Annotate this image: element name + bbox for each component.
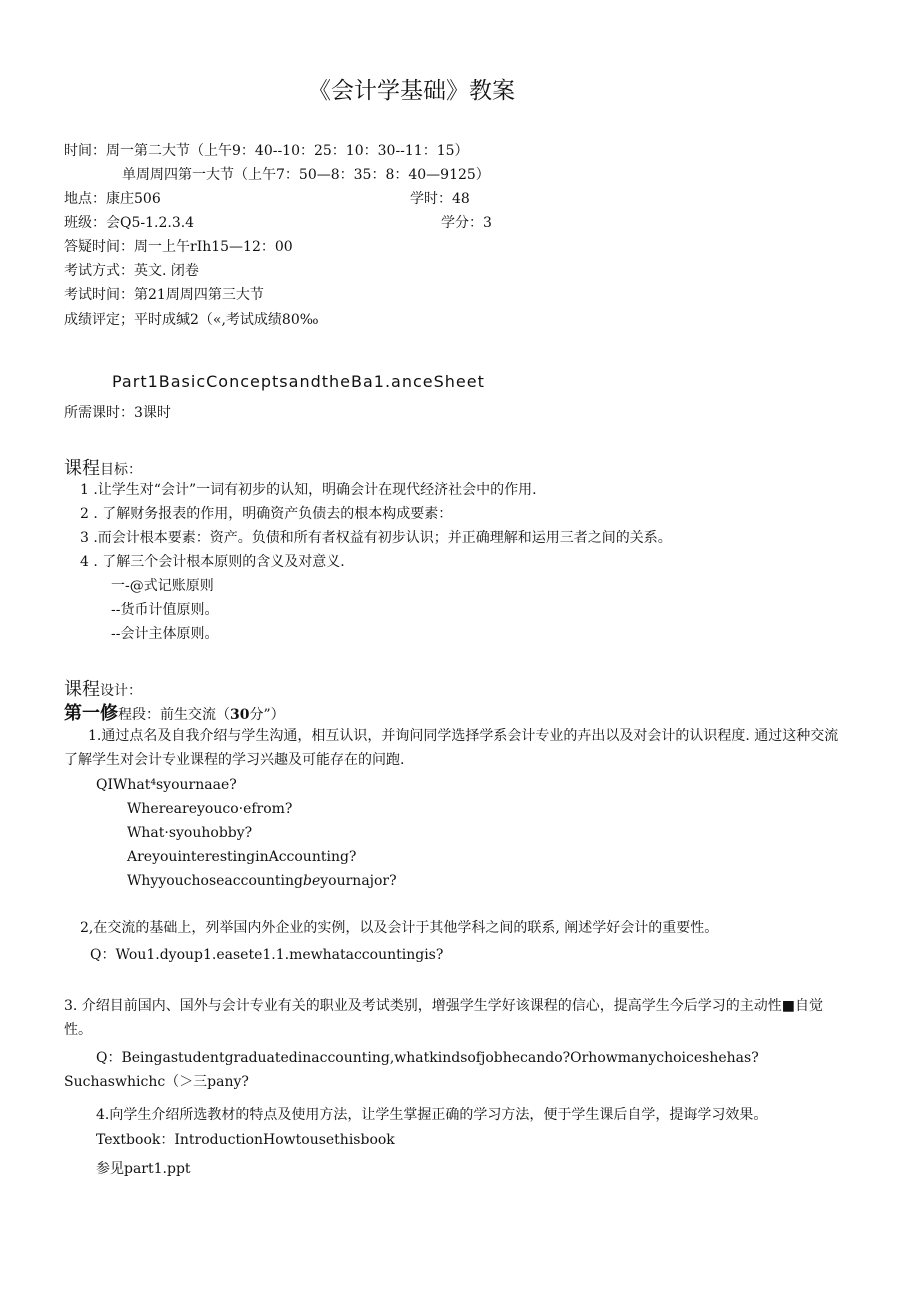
paragraph-3: 3. 介绍目前国内、国外与会计专业有关的职业及考试类别，增强学生学好该课程的信心，提高学生今后学习的主动性■自觉性。 [64, 998, 824, 1038]
location: 地点：康庄506 [64, 191, 161, 207]
class-info: 班级：会Q5-1.2.3.4 [64, 215, 195, 231]
exam-mode: 考试方式：英文. 闭卷 [64, 263, 199, 279]
question-tail: yournajor? [320, 873, 397, 889]
objectives-heading-small: 目标： [100, 462, 142, 478]
paragraph-2: 2,在交流的基础上，列举国内外企业的实例，以及会计于其他学科之间的联系, 阐述学好会计的重要性。 [80, 920, 719, 936]
stage-heading [64, 699, 285, 725]
principle-item: --货币计值原则。 [111, 602, 219, 618]
design-heading [64, 675, 142, 701]
objective-item: 4 . 了解三个会计根本原则的含义及对意义. [80, 554, 345, 570]
course-hours: 学时：48 [410, 191, 470, 207]
question-line-last [127, 872, 397, 890]
question-2: Q：Wou1.dyoup1.easete1.1.mewhataccountingis? [90, 947, 444, 963]
question-line: What·syouhobby? [127, 825, 253, 841]
question-italic: be [303, 873, 321, 889]
objective-item: 1 .让学生对“会计”一词有初步的认知，明确会计在现代经济社会中的作用. [80, 482, 537, 498]
reference-line: 参见part1.ppt [96, 1161, 191, 1177]
schedule-time-2: 单周周四第一大节（上午7：50—8：35：8：40—9125） [122, 167, 490, 183]
question-line: Whereareyouco·efrom? [127, 801, 293, 817]
objective-item: 3 .而会计根本要素：资产。负债和所有者权益有初步认识；并正确理解和运用三者之间的关系。 [80, 530, 672, 546]
paragraph-4: 4.向学生介绍所选教材的特点及使用方法，让学生掌握正确的学习方法，便于学生课后自学，提诲学习效果。 [96, 1107, 768, 1123]
design-heading-big: 课程 [64, 679, 100, 700]
document-title: 《会计学基础》教案 [308, 78, 515, 104]
question-line: AreyouinterestinginAccounting? [127, 849, 357, 865]
qa-time: 答疑时间：周一上午rIh15—12：00 [64, 239, 293, 255]
question-line: QIWhat⁴syournaae? [96, 777, 237, 793]
stage-heading-big: 第一修 [64, 703, 118, 724]
objective-item: 2 . 了解财务报表的作用，明确资产负债去的根本构成要素： [80, 506, 453, 522]
paragraph-1: 1.通过点名及自我介绍与学生沟通，相互认识，并询问同学选择学系会计专业的卉出以及对会计的认识程度. 通过这种交流了解学生对会计专业课程的学习兴趣及可能存在的问跑. [64, 728, 839, 768]
textbook-line: Textbook：IntroductionHowtousethisbook [96, 1132, 395, 1148]
objectives-heading-big: 课程 [64, 458, 100, 479]
principle-item: 一-@式记账原则 [111, 578, 214, 594]
objectives-heading [64, 454, 142, 480]
question-3: Q：Beingastudentgraduatedinaccounting,whatkindsofjobhecando?Orhowmanychoiceshehas?Suchaswhichc（＞三pany? [64, 1050, 759, 1090]
stage-minutes: 30 [230, 707, 250, 723]
stage-heading-small: 程段：前生交流（ [118, 707, 230, 723]
design-heading-small: 设计： [100, 683, 142, 699]
credit-info: 学分：3 [441, 215, 492, 231]
grading: 成绩评定；平时成缄2（«,考试成绩80‰ [64, 312, 319, 328]
schedule-time-1: 时间：周一第二大节（上午9：40--10：25：10：30--11：15） [64, 143, 469, 159]
question-text: Whyyouchoseaccounting [127, 873, 303, 889]
part-title: Part1BasicConceptsandtheBa1.anceSheet [112, 372, 485, 391]
exam-time: 考试时间：第21周周四第三大节 [64, 287, 264, 303]
required-hours: 所需课时：3课时 [64, 405, 171, 421]
principle-item: --会计主体原则。 [111, 626, 219, 642]
stage-heading-end: 分”） [249, 707, 285, 723]
